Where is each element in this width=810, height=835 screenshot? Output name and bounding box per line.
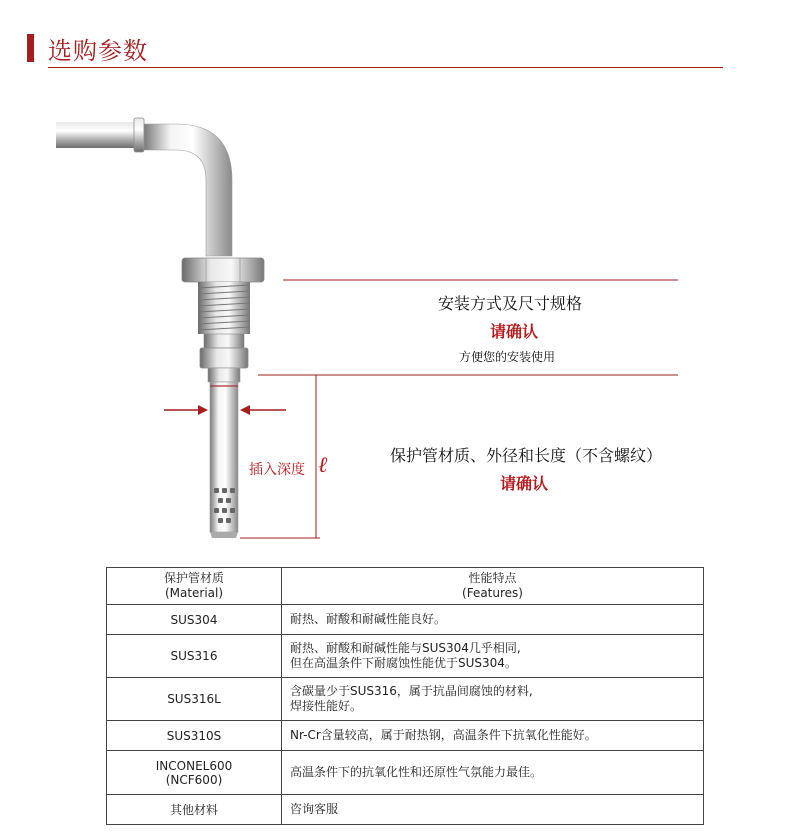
thermocouple-probe-illustration xyxy=(0,80,810,560)
table-row xyxy=(107,751,704,795)
table-row xyxy=(107,678,704,721)
depth-symbol: ℓ xyxy=(318,453,328,478)
material-cell: SUS316 xyxy=(107,635,282,678)
header-features: 性能特点 (Features) xyxy=(282,568,704,605)
insertion-depth-label: 插入深度 xyxy=(249,462,305,478)
probe-sheath xyxy=(210,382,238,538)
material-cell: SUS310S xyxy=(107,721,282,751)
features-cell: Nr-Cr含量较高，属于耐热钢，高温条件下抗氧化性能好。 xyxy=(282,721,704,751)
thread-section xyxy=(198,282,250,334)
material-confirm-label: 请确认 xyxy=(500,474,549,493)
features-cell: 耐热、耐酸和耐碱性能与SUS304几乎相同, 但在高温条件下耐腐蚀性能优于SUS304。 xyxy=(282,635,704,678)
header-divider xyxy=(48,67,723,68)
material-spec-label: 保护管材质、外径和长度（不含螺纹） xyxy=(390,446,663,465)
features-cell: 耐热、耐酸和耐碱性能良好。 xyxy=(282,605,704,635)
features-cell: 高温条件下的抗氧化性和还原性气氛能力最佳。 xyxy=(282,751,704,795)
page-title: 选购参数 xyxy=(48,37,148,65)
header-material: 保护管材质 (Material) xyxy=(107,568,282,605)
material-cell: SUS304 xyxy=(107,605,282,635)
install-confirm-label: 请确认 xyxy=(490,322,539,341)
material-cell: 其他材料 xyxy=(107,795,282,825)
install-spec-label: 安装方式及尺寸规格 xyxy=(438,294,583,313)
material-cell: SUS316L xyxy=(107,678,282,721)
table-row xyxy=(107,635,704,678)
table-row xyxy=(107,721,704,751)
material-table xyxy=(106,567,704,825)
table-header-row xyxy=(107,568,704,605)
install-note: 方便您的安装使用 xyxy=(459,350,556,364)
probe-cable xyxy=(56,118,232,256)
compression-fitting xyxy=(200,334,248,382)
material-cell: INCONEL600 (NCF600) xyxy=(107,751,282,795)
depth-dimension xyxy=(240,375,320,538)
features-cell: 咨询客服 xyxy=(282,795,704,825)
table-row xyxy=(107,605,704,635)
hex-nut xyxy=(182,258,264,282)
header-accent-bar xyxy=(27,34,34,62)
table-row xyxy=(107,795,704,825)
features-cell: 含碳量少于SUS316，属于抗晶间腐蚀的材料, 焊接性能好。 xyxy=(282,678,704,721)
